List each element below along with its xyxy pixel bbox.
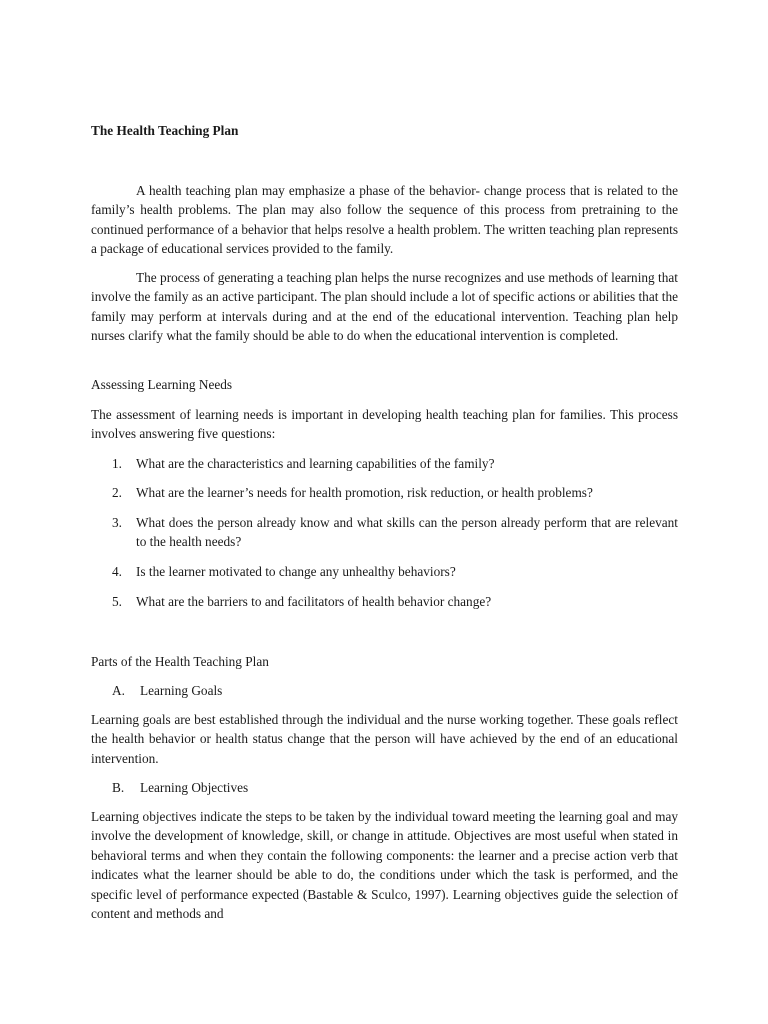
question-number: 5. [112,594,122,609]
question-number: 1. [112,456,122,471]
question-item-1 [91,454,678,473]
question-number: 4. [112,564,122,579]
question-item-4 [91,562,678,581]
document-title: The Health Teaching Plan [91,123,239,138]
question-number: 2. [112,485,122,500]
question-text: What are the barriers to and facilitators of health behavior change? [136,594,492,609]
question-text: What are the characteristics and learning capabilities of the family? [136,456,495,471]
question-item-5 [91,592,678,611]
section-body-b: Learning objectives indicate the steps to be taken by the individual toward meeting the learning goal and may involve the development of knowledge, skill, or change in attitude. Objectives are most useful when stated in behavioral terms and when they contain the following components: the learner and a precise action verb that indicates what the learner should be able to do, the conditions under which the task is performed, and the specific level of performance expected (Bastable & Sculco, 1997). Learning objectives guide the selection of content and methods and [91,809,678,922]
question-number: 3. [112,515,122,530]
question-text: What does the person already know and what skills can the person already perform that are relevant to the health needs? [136,515,678,550]
question-item-2 [91,483,678,502]
paragraph-2: The process of generating a teaching plan helps the nurse recognizes and use methods of learning that involve the family as an active participant. The plan should include a lot of specific actions or abilities that the family may perform at intervals during and at the end of the educational intervention. Teaching plan help nurses clarify what the family should be able to do when the educational intervention is completed. [91,270,678,344]
question-text: What are the learner’s needs for health promotion, risk reduction, or health problems? [136,485,593,500]
section-label: Learning Goals [140,683,223,698]
assessing-intro: The assessment of learning needs is important in developing health teaching plan for families. This process involves answering five questions: [91,407,678,442]
parts-heading: Parts of the Health Teaching Plan [91,654,269,669]
document-page [91,0,678,1024]
section-body-a: Learning goals are best established through the individual and the nurse working together. These goals reflect the health behavior or health status change that the person will have achieved by the end of an educational intervention. [91,712,678,766]
section-label: Learning Objectives [140,780,249,795]
section-letter: A. [112,683,125,698]
question-text: Is the learner motivated to change any unhealthy behaviors? [136,564,456,579]
question-item-3 [91,513,678,552]
paragraph-1: A health teaching plan may emphasize a phase of the behavior- change process that is related to the family’s health problems. The plan may also follow the sequence of this process from pretraining to the continued performance of a behavior that helps resolve a health problem. The written teaching plan represents a package of educational services provided to the family. [91,183,678,257]
section-letter: B. [112,780,125,795]
section-heading-a [91,681,678,700]
section-heading-b [91,778,678,797]
assessing-heading: Assessing Learning Needs [91,377,233,392]
